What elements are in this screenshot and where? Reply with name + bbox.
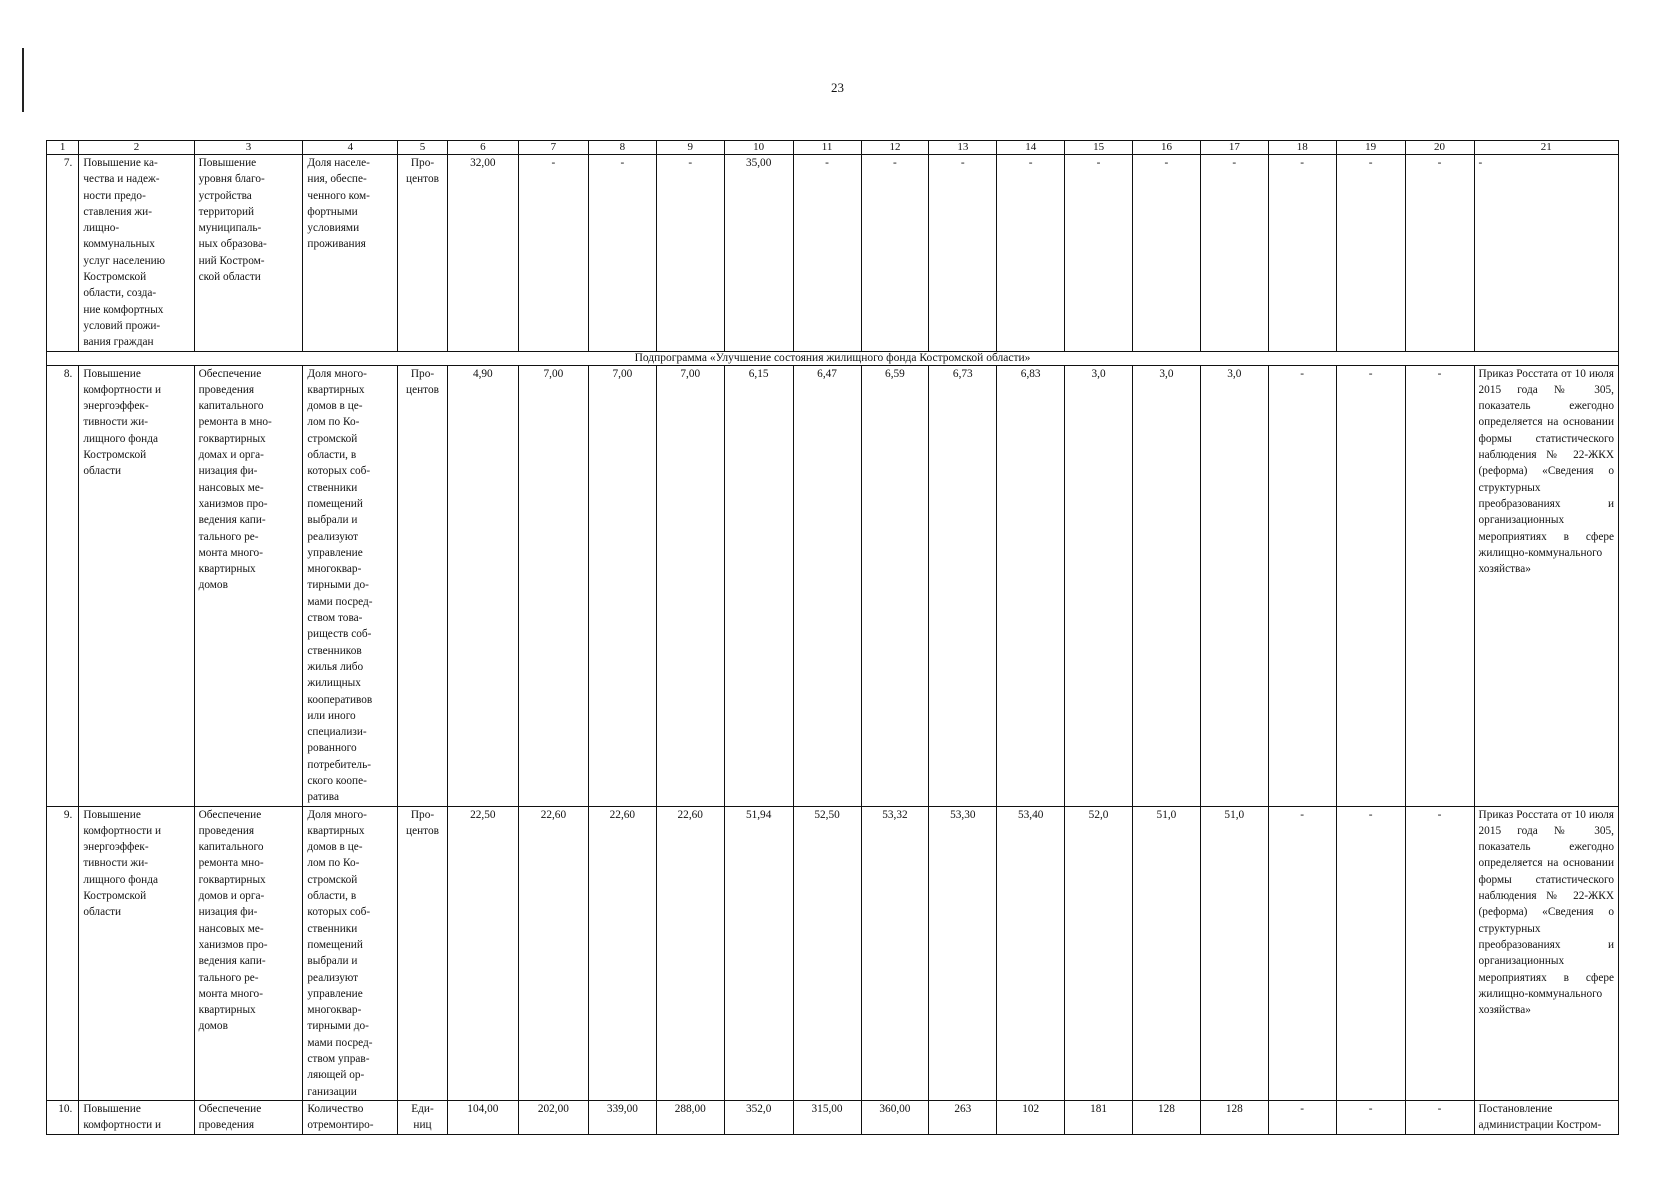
value-cell-text: 6,47 bbox=[817, 367, 837, 380]
row-number-text: 7. bbox=[63, 157, 73, 169]
value-cell-text: 35,00 bbox=[745, 157, 772, 169]
value-cell bbox=[518, 806, 588, 1100]
unit-cell bbox=[398, 1100, 448, 1134]
task-cell-text: Обеспечение проведения капитального ремонта в мно- гоквартирных домах и орга- низация фи- нансовых ме- ханизмов про- ведения капи- тального ре- монта много- квартирных домов bbox=[198, 367, 272, 592]
column-header: 4 bbox=[303, 141, 398, 155]
value-cell-text: - bbox=[1164, 157, 1169, 169]
indicator-cell-text: Доля много- квартирных домов в це- лом по Ко- стромской области, в которых соб- ственники помещений выбрали и реализуют управление многоквар- тирными до- мами посред- ством управ- ляющей ор- ганизации bbox=[307, 808, 373, 1098]
column-header: 9 bbox=[656, 141, 724, 155]
value-cell bbox=[588, 155, 656, 352]
table-row bbox=[47, 1100, 1619, 1134]
value-cell bbox=[1065, 365, 1133, 806]
value-cell bbox=[1200, 806, 1268, 1100]
value-cell-text: 7,00 bbox=[680, 367, 701, 380]
indicator-cell-text: Доля населе- ния, обеспе- ченного ком- фортными условиями проживания bbox=[307, 157, 370, 251]
unit-cell-text: Про- центов bbox=[406, 808, 439, 837]
value-cell-text: - bbox=[1368, 157, 1373, 169]
unit-cell bbox=[398, 806, 448, 1100]
value-cell-text: 53,40 bbox=[1017, 808, 1044, 821]
column-header: 10 bbox=[724, 141, 793, 155]
value-cell-text: 22,50 bbox=[470, 808, 496, 821]
column-header: 1 bbox=[47, 141, 79, 155]
column-header: 5 bbox=[398, 141, 448, 155]
column-header: 6 bbox=[447, 141, 518, 155]
value-cell-text: - bbox=[1437, 367, 1442, 380]
value-cell-text: 7,00 bbox=[612, 367, 633, 380]
table-row bbox=[47, 365, 1619, 806]
source-cell bbox=[1474, 806, 1618, 1100]
value-cell bbox=[1268, 155, 1336, 352]
value-cell bbox=[1336, 806, 1405, 1100]
value-cell bbox=[861, 155, 929, 352]
value-cell bbox=[518, 1100, 588, 1134]
value-cell-text: 4,90 bbox=[472, 367, 493, 380]
source-cell bbox=[1474, 365, 1618, 806]
value-cell bbox=[656, 155, 724, 352]
value-cell bbox=[447, 155, 518, 352]
column-header: 17 bbox=[1200, 141, 1268, 155]
source-cell bbox=[1474, 1100, 1618, 1134]
value-cell-text: - bbox=[960, 157, 965, 169]
value-cell-text: - bbox=[1232, 157, 1237, 169]
column-header: 14 bbox=[997, 141, 1065, 155]
value-cell bbox=[861, 806, 929, 1100]
column-header: 15 bbox=[1065, 141, 1133, 155]
row-number-text: 8. bbox=[63, 367, 73, 380]
value-cell bbox=[588, 1100, 656, 1134]
value-cell-text: 6,83 bbox=[1020, 367, 1041, 380]
value-cell-text: 202,00 bbox=[537, 1102, 569, 1115]
column-header: 12 bbox=[861, 141, 929, 155]
indicators-table bbox=[46, 140, 1619, 1135]
task-cell bbox=[194, 1100, 303, 1134]
value-cell-text: 6,59 bbox=[885, 367, 905, 380]
value-cell-text: 3,0 bbox=[1159, 367, 1174, 380]
value-cell-text: 52,50 bbox=[814, 808, 840, 821]
column-header: 3 bbox=[194, 141, 303, 155]
row-number bbox=[47, 1100, 79, 1134]
value-cell bbox=[1133, 365, 1201, 806]
value-cell bbox=[1405, 365, 1474, 806]
row-number bbox=[47, 155, 79, 352]
value-cell bbox=[861, 365, 929, 806]
column-header: 2 bbox=[79, 141, 194, 155]
indicator-cell-text: Доля много- квартирных домов в це- лом по Ко- стромской области, в которых соб- ственники помещений выбрали и реализуют управление многоквар- тирными до- мами посред- ством това- риществ соб- ственников жилья либо жилищных кооперативов или иного специализи- рованного потребитель- ского коопе- ратива bbox=[307, 367, 373, 804]
column-header: 18 bbox=[1268, 141, 1336, 155]
unit-cell bbox=[398, 365, 448, 806]
source-cell-text: - bbox=[1478, 157, 1483, 169]
unit-cell-text: Еди- ниц bbox=[411, 1102, 434, 1132]
value-cell-text: - bbox=[1368, 1102, 1373, 1115]
value-cell bbox=[1200, 155, 1268, 352]
page-number: 23 bbox=[831, 80, 844, 95]
value-cell-text: 51,94 bbox=[745, 808, 772, 821]
value-cell bbox=[724, 155, 793, 352]
value-cell-text: - bbox=[1300, 157, 1305, 169]
value-cell bbox=[1133, 155, 1201, 352]
indicator-cell bbox=[303, 806, 398, 1100]
value-cell-text: - bbox=[893, 157, 897, 169]
task-cell-text: Повышение уровня благо- устройства территорий муниципаль- ных образова- ний Костром- ской области bbox=[198, 157, 267, 284]
value-cell bbox=[656, 1100, 724, 1134]
value-cell-text: 22,60 bbox=[540, 808, 567, 821]
value-cell-text: 7,00 bbox=[543, 367, 564, 380]
value-cell-text: 52,0 bbox=[1088, 808, 1109, 821]
goal-cell-text: Повышение комфортности и bbox=[83, 1102, 162, 1132]
value-cell-text: 288,00 bbox=[674, 1102, 706, 1115]
value-cell-text: - bbox=[1368, 808, 1373, 821]
value-cell-text: 53,30 bbox=[950, 808, 976, 821]
value-cell-text: - bbox=[1368, 367, 1373, 380]
value-cell bbox=[724, 806, 793, 1100]
value-cell-text: - bbox=[688, 157, 693, 169]
value-cell-text: - bbox=[1300, 1102, 1305, 1115]
task-cell bbox=[194, 365, 303, 806]
value-cell bbox=[656, 365, 724, 806]
goal-cell bbox=[79, 806, 194, 1100]
value-cell-text: 22,60 bbox=[609, 808, 636, 821]
goal-cell bbox=[79, 1100, 194, 1134]
table-row bbox=[47, 806, 1619, 1100]
value-cell-text: - bbox=[1028, 157, 1033, 169]
value-cell-text: 104,00 bbox=[467, 1102, 499, 1115]
value-cell-text: 102 bbox=[1022, 1102, 1040, 1115]
value-cell bbox=[1133, 1100, 1201, 1134]
column-header: 11 bbox=[793, 141, 861, 155]
value-cell bbox=[1405, 806, 1474, 1100]
value-cell-text: 6,73 bbox=[952, 367, 973, 380]
value-cell-text: - bbox=[620, 157, 625, 169]
goal-cell bbox=[79, 155, 194, 352]
value-cell-text: - bbox=[1300, 367, 1305, 380]
source-cell bbox=[1474, 155, 1618, 352]
unit-cell bbox=[398, 155, 448, 352]
goal-cell-text: Повышение комфортности и энергоэффек- тивности жи- лищного фонда Костромской области bbox=[83, 367, 162, 478]
indicator-cell bbox=[303, 365, 398, 806]
value-cell bbox=[724, 1100, 793, 1134]
row-number-text: 10. bbox=[58, 1102, 73, 1115]
value-cell bbox=[1268, 806, 1336, 1100]
value-cell bbox=[1405, 155, 1474, 352]
value-cell-text: 339,00 bbox=[606, 1102, 638, 1115]
value-cell bbox=[793, 365, 861, 806]
row-number bbox=[47, 365, 79, 806]
value-cell bbox=[656, 806, 724, 1100]
source-cell-text: Постановление администрации Костром- bbox=[1478, 1102, 1602, 1132]
value-cell-text: 3,0 bbox=[1227, 367, 1242, 380]
indicator-cell-text: Количество отремонтиро- bbox=[307, 1102, 374, 1132]
value-cell bbox=[929, 806, 997, 1100]
value-cell bbox=[793, 155, 861, 352]
row-number bbox=[47, 806, 79, 1100]
column-header: 21 bbox=[1474, 141, 1618, 155]
value-cell-text: 128 bbox=[1225, 1102, 1243, 1115]
value-cell-text: 51,0 bbox=[1224, 808, 1245, 821]
value-cell bbox=[1268, 365, 1336, 806]
section-row bbox=[47, 351, 1619, 365]
column-header: 16 bbox=[1133, 141, 1201, 155]
table-row bbox=[47, 155, 1619, 352]
header-row bbox=[47, 141, 1619, 155]
value-cell-text: - bbox=[1437, 1102, 1442, 1115]
value-cell-text: 3,0 bbox=[1091, 367, 1106, 380]
value-cell-text: 181 bbox=[1090, 1102, 1108, 1115]
value-cell bbox=[724, 365, 793, 806]
value-cell bbox=[793, 806, 861, 1100]
value-cell bbox=[997, 806, 1065, 1100]
value-cell bbox=[1133, 806, 1201, 1100]
value-cell bbox=[518, 155, 588, 352]
column-header: 19 bbox=[1336, 141, 1405, 155]
value-cell-text: 360,00 bbox=[879, 1102, 911, 1115]
value-cell bbox=[929, 1100, 997, 1134]
goal-cell bbox=[79, 365, 194, 806]
task-cell-text: Обеспечение проведения bbox=[198, 1102, 262, 1132]
value-cell bbox=[929, 365, 997, 806]
row-number-text: 9. bbox=[63, 808, 73, 821]
value-cell bbox=[1065, 1100, 1133, 1134]
value-cell-text: 32,00 bbox=[470, 157, 496, 169]
column-header: 8 bbox=[588, 141, 656, 155]
value-cell-text: 263 bbox=[954, 1102, 972, 1115]
column-header: 20 bbox=[1405, 141, 1474, 155]
value-cell-text: 315,00 bbox=[811, 1102, 843, 1115]
value-cell bbox=[997, 365, 1065, 806]
value-cell bbox=[588, 806, 656, 1100]
task-cell bbox=[194, 155, 303, 352]
value-cell-text: 6,15 bbox=[748, 367, 769, 380]
task-cell-text: Обеспечение проведения капитального ремонта мно- гоквартирных домов и орга- низация фи- нансовых ме- ханизмов про- ведения капи- тального ре- монта много- квартирных домов bbox=[198, 808, 268, 1033]
task-cell bbox=[194, 806, 303, 1100]
value-cell bbox=[1336, 155, 1405, 352]
value-cell-text: 53,32 bbox=[882, 808, 908, 821]
value-cell bbox=[1065, 155, 1133, 352]
indicator-cell bbox=[303, 155, 398, 352]
value-cell bbox=[588, 365, 656, 806]
value-cell-text: - bbox=[825, 157, 829, 169]
value-cell bbox=[447, 1100, 518, 1134]
value-cell bbox=[997, 1100, 1065, 1134]
value-cell-text: - bbox=[551, 157, 556, 169]
value-cell bbox=[518, 365, 588, 806]
unit-cell-text: Про- центов bbox=[406, 157, 439, 186]
column-header: 13 bbox=[929, 141, 997, 155]
value-cell bbox=[997, 155, 1065, 352]
value-cell-text: - bbox=[1300, 808, 1305, 821]
goal-cell-text: Повышение ка- чества и надеж- ности предо- ставления жи- лищно- коммунальных услуг населению Костромской области, созда- ние комфортных условий прожи- вания граждан bbox=[83, 157, 166, 349]
value-cell bbox=[793, 1100, 861, 1134]
value-cell bbox=[447, 806, 518, 1100]
value-cell-text: 352,0 bbox=[745, 1102, 772, 1115]
value-cell-text: 128 bbox=[1157, 1102, 1175, 1115]
unit-cell-text: Про- центов bbox=[406, 367, 439, 396]
source-cell-text: Приказ Росстата от 10 июля 2015 года № 305, показатель ежегодно определяется на основании формы статистического наблюдения № 22-ЖКХ (реформа) «Сведения о структурных преобразованиях и организационных мероприятиях в сфере жилищно-коммунального хозяйства» bbox=[1478, 367, 1614, 576]
value-cell bbox=[1065, 806, 1133, 1100]
source-cell-text: Приказ Росстата от 10 июля 2015 года № 305, показатель ежегодно определяется на основании формы статистического наблюдения № 22-ЖКХ (реформа) «Сведения о структурных преобразованиях и организационных мероприятиях в сфере жилищно-коммунального хозяйства» bbox=[1478, 808, 1614, 1017]
indicator-cell bbox=[303, 1100, 398, 1134]
value-cell bbox=[1336, 365, 1405, 806]
value-cell bbox=[1200, 1100, 1268, 1134]
goal-cell-text: Повышение комфортности и энергоэффек- тивности жи- лищного фонда Костромской области bbox=[83, 808, 162, 919]
value-cell bbox=[1200, 365, 1268, 806]
value-cell bbox=[1405, 1100, 1474, 1134]
section-title: Подпрограмма «Улучшение состояния жилищного фонда Костромской области» bbox=[47, 351, 1619, 365]
value-cell-text: - bbox=[1096, 157, 1101, 169]
value-cell-text: - bbox=[1437, 157, 1442, 169]
value-cell-text: - bbox=[1437, 808, 1442, 821]
value-cell-text: 51,0 bbox=[1156, 808, 1177, 821]
value-cell bbox=[861, 1100, 929, 1134]
column-header: 7 bbox=[518, 141, 588, 155]
value-cell bbox=[1268, 1100, 1336, 1134]
value-cell bbox=[1336, 1100, 1405, 1134]
value-cell bbox=[929, 155, 997, 352]
value-cell bbox=[447, 365, 518, 806]
value-cell-text: 22,60 bbox=[677, 808, 703, 821]
table-body bbox=[47, 141, 1619, 1135]
